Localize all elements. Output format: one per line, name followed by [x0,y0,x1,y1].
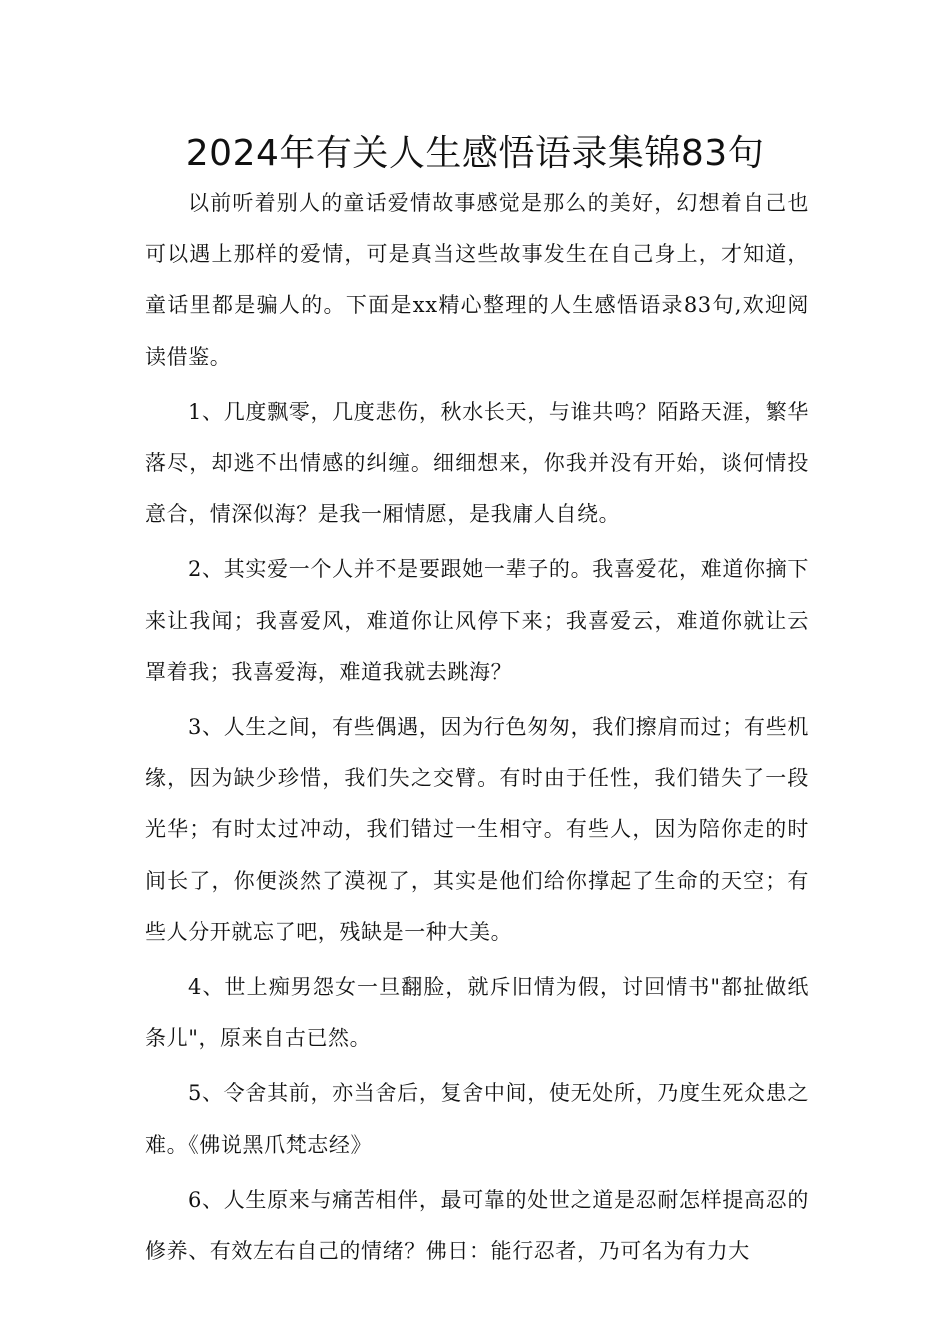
intro-paragraph: 以前听着别人的童话爱情故事感觉是那么的美好，幻想着自己也可以遇上那样的爱情，可是真当这些故事发生在自己身上，才知道，童话里都是骗人的。下面是xx精心整理的人生感悟语录83句,欢迎阅读借鉴。 [145,191,809,369]
document-title: 2024年有关人生感悟语录集锦83句 [185,133,765,174]
document-body [145,178,809,1281]
quote-paragraph-1: 1、几度飘零，几度悲伤，秋水长天，与谁共鸣？陌路天涯，繁华落尽，却逃不出情感的纠缠。细细想来，你我并没有开始，谈何情投意合，情深似海？是我一厢情愿，是我庸人自绕。 [145,399,809,527]
quote-paragraph-4: 4、世上痴男怨女一旦翻脸，就斥旧情为假，讨回情书"都扯做纸条儿"，原来自古已然。 [145,975,809,1051]
quote-paragraph-2: 2、其实爱一个人并不是要跟她一辈子的。我喜爱花，难道你摘下来让我闻；我喜爱风，难道你让风停下来；我喜爱云，难道你就让云罩着我；我喜爱海，难道我就去跳海？ [145,557,809,684]
quote-paragraph-6: 6、人生原来与痛苦相伴，最可靠的处世之道是忍耐怎样提高忍的修养、有效左右自己的情绪？佛日：能行忍者，乃可名为有力大 [145,1187,809,1264]
quote-paragraph-5: 5、令舍其前，亦当舍后，复舍中间，使无处所，乃度生死众患之难。《佛说黑爪梵志经》 [145,1081,809,1157]
quote-paragraph-3: 3、人生之间，有些偶遇，因为行色匆匆，我们擦肩而过；有些机缘，因为缺少珍惜，我们失之交臂。有时由于任性，我们错失了一段光华；有时太过冲动，我们错过一生相守。有些人，因为陪你走的时间长了，你便淡然了漠视了，其实是他们给你撑起了生命的天空；有些人分开就忘了吧，残缺是一种大美。 [145,715,809,944]
